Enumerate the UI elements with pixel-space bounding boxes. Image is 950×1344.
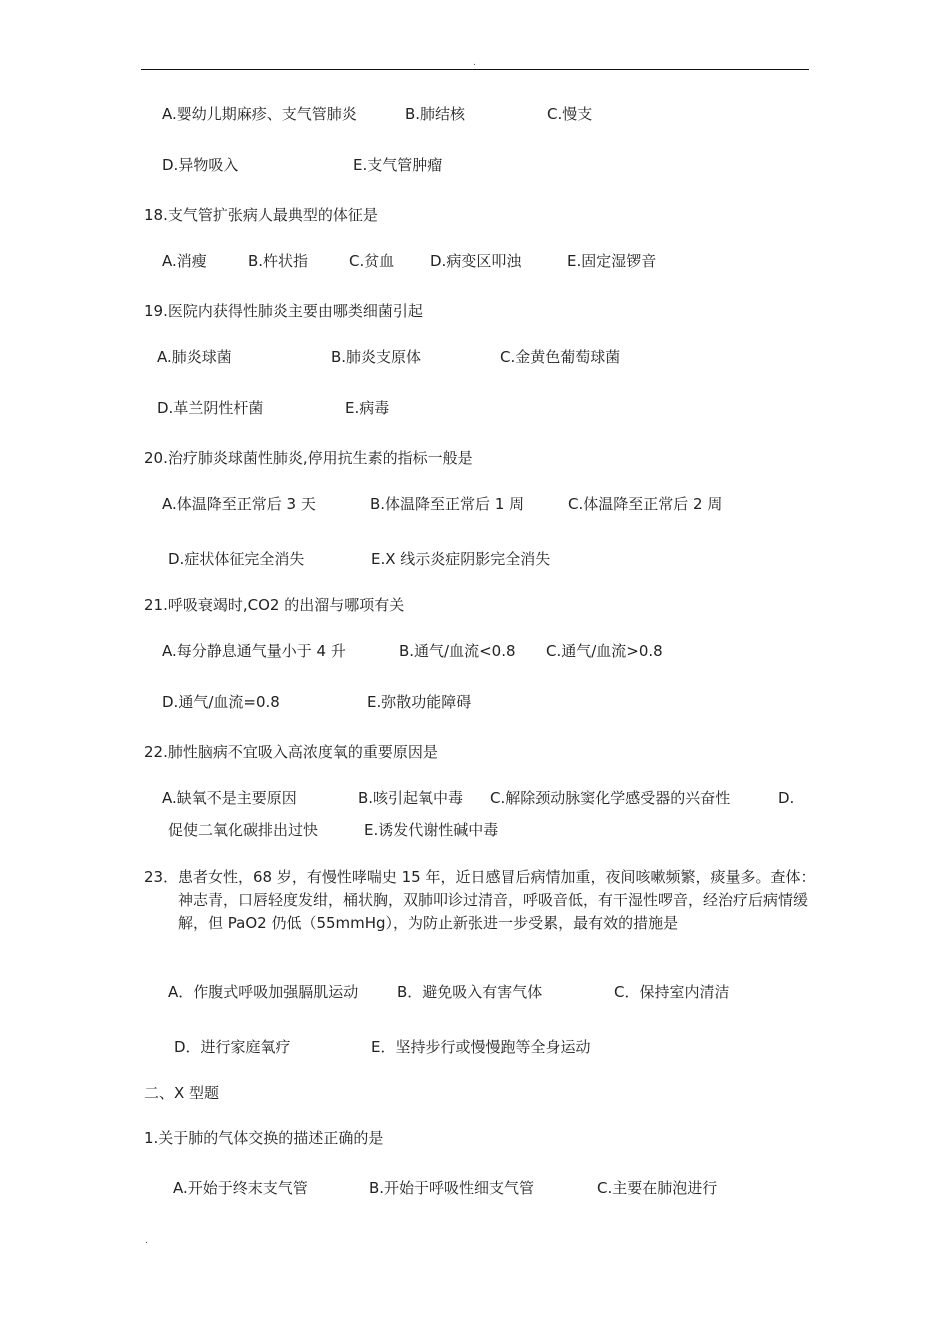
q21-option-d: D.通气/血流=0.8 <box>162 693 280 711</box>
q23-option-a: A．作腹式呼吸加强膈肌运动 <box>168 983 359 1001</box>
x1-option-b: B.开始于呼吸性细支气管 <box>369 1179 535 1197</box>
q23-option-b: B．避免吸入有害气体 <box>397 983 543 1001</box>
q18-option-c: C.贫血 <box>349 252 395 270</box>
x1-stem: 1.关于肺的气体交换的描述正确的是 <box>144 1129 384 1147</box>
q22-option-c: C.解除颈动脉窦化学感受器的兴奋性 <box>490 789 731 807</box>
q23-option-c: C．保持室内清洁 <box>614 983 730 1001</box>
q20-option-d: D.症状体征完全消失 <box>168 550 305 568</box>
q23-number: 23． <box>144 868 179 886</box>
q20-option-a: A.体温降至正常后 3 天 <box>162 495 316 513</box>
q22-option-d-letter: D. <box>778 789 795 807</box>
q21-option-a: A.每分静息通气量小于 4 升 <box>162 642 346 660</box>
section-title: 二、X 型题 <box>144 1084 220 1102</box>
q21-option-c: C.通气/血流>0.8 <box>546 642 663 660</box>
q19-option-a: A.肺炎球菌 <box>157 348 232 366</box>
q19-option-e: E.病毒 <box>345 399 390 417</box>
q17-option-e: E.支气管肿瘤 <box>353 156 443 174</box>
q23-option-e: E．坚持步行或慢慢跑等全身运动 <box>371 1038 591 1056</box>
q22-option-e: E.诱发代谢性碱中毒 <box>364 821 499 839</box>
q19-option-c: C.金黄色葡萄球菌 <box>500 348 621 366</box>
x1-option-c: C.主要在肺泡进行 <box>597 1179 718 1197</box>
q21-option-b: B.通气/血流<0.8 <box>399 642 516 660</box>
x1-option-a: A.开始于终末支气管 <box>173 1179 308 1197</box>
q21-stem: 21.呼吸衰竭时,CO2 的出溜与哪项有关 <box>144 596 405 614</box>
q22-option-b: B.咳引起氧中毒 <box>358 789 464 807</box>
q20-stem: 20.治疗肺炎球菌性肺炎,停用抗生素的指标一般是 <box>144 449 473 467</box>
q18-option-b: B.杵状指 <box>248 252 309 270</box>
q22-stem: 22.肺性脑病不宜吸入高浓度氧的重要原因是 <box>144 743 438 761</box>
q20-option-c: C.体温降至正常后 2 周 <box>568 495 723 513</box>
q18-option-a: A.消瘦 <box>162 252 207 270</box>
q17-option-c: C.慢支 <box>547 105 593 123</box>
q18-option-e: E.固定湿锣音 <box>567 252 657 270</box>
q19-stem: 19.医院内获得性肺炎主要由哪类细菌引起 <box>144 302 423 320</box>
q22-option-a: A.缺氧不是主要原因 <box>162 789 297 807</box>
header-mark: . <box>473 58 476 68</box>
q17-option-b: B.肺结核 <box>405 105 466 123</box>
q23-option-d: D．进行家庭氧疗 <box>174 1038 291 1056</box>
q20-option-e: E.X 线示炎症阴影完全消失 <box>371 550 551 568</box>
q18-stem: 18.支气管扩张病人最典型的体征是 <box>144 206 378 224</box>
q23-stem: 患者女性，68 岁，有慢性哮喘史 15 年，近日感冒后病情加重，夜间咳嗽频繁，痰量多。查体：神志青，口唇轻度发绀，桶状胸，双肺叩诊过清音，呼吸音低，有干湿性啰音，经治疗后病情缓解，但 PaO2 仍低（55mmHg），为防止新张进一步受累，最有效的措施是 <box>178 868 816 932</box>
q17-option-a: A.婴幼儿期麻疹、支气管肺炎 <box>162 105 357 123</box>
q20-option-b: B.体温降至正常后 1 周 <box>370 495 525 513</box>
q17-option-d: D.异物吸入 <box>162 156 239 174</box>
header-rule <box>141 69 809 70</box>
footer-mark: . <box>145 1236 148 1246</box>
q19-option-d: D.革兰阴性杆菌 <box>157 399 264 417</box>
q19-option-b: B.肺炎支原体 <box>331 348 422 366</box>
q21-option-e: E.弥散功能障碍 <box>367 693 472 711</box>
q18-option-d: D.病变区叩浊 <box>430 252 522 270</box>
q22-option-d: 促使二氧化碳排出过快 <box>168 821 319 839</box>
